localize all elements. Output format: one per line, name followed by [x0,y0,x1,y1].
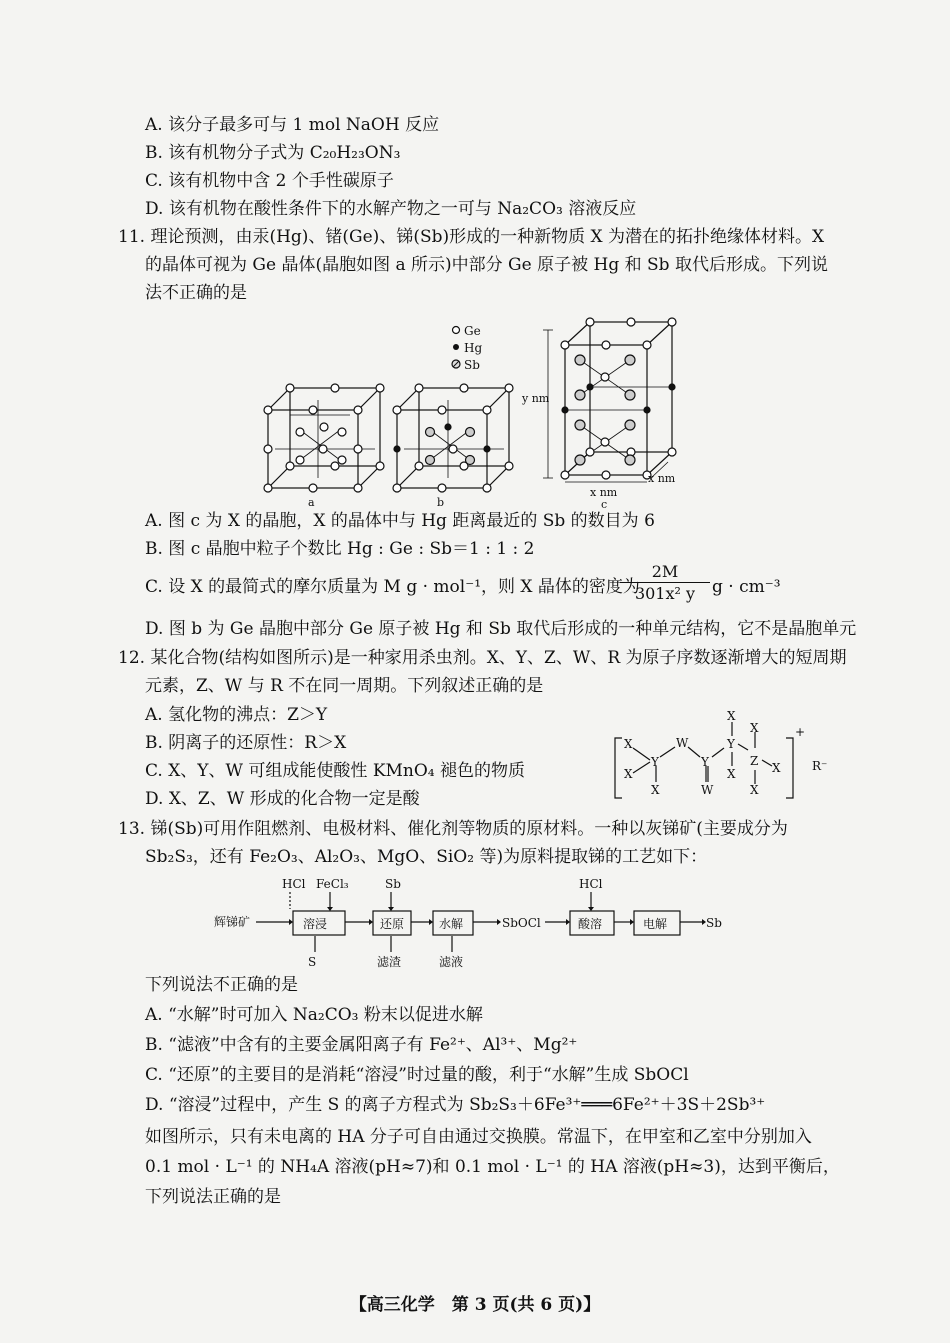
atom-x1: X [624,737,633,751]
label-x1: x nm [590,486,618,499]
flow-reagent-fecl3: FeCl₃ [316,877,349,891]
flow-box-reduce: 还原 [380,917,405,931]
q11-option-a: A. 图 c 为 X 的晶胞，X 的晶体中与 Hg 距离最近的 Sb 的数目为 6 [145,511,655,531]
q10-option-c: C. 该有机物中含 2 个手性碳原子 [145,171,394,191]
q10-option-d: D. 该有机物在酸性条件下的水解产物之一可与 Na₂CO₃ 溶液反应 [145,199,637,219]
page-footer: 【高三化学 第 3 页(共 6 页)】 [349,1295,601,1315]
q13-stem-line2: Sb₂S₃，还有 Fe₂O₃、Al₂O₃、MgO、SiO₂ 等)为原料提取锑的工艺如下： [145,847,708,867]
fraction-denominator: 301x² y [634,584,696,603]
flow-box-hydrolysis: 水解 [439,917,464,931]
q11-stem-line3: 法不正确的是 [145,283,247,303]
q13-option-c: C. “还原”的主要目的是消耗“溶浸”时过量的酸，利于“水解”生成 SbOCl [145,1065,689,1085]
q14-line3: 下列说法正确的是 [145,1187,281,1207]
label-a: a [308,496,315,509]
q10-option-a: A. 该分子最多可与 1 mol NaOH 反应 [145,115,440,135]
q13-option-b: B. “滤液”中含有的主要金属阳离子有 Fe²⁺、Al³⁺、Mg²⁺ [145,1035,578,1055]
q12-option-a: A. 氢化物的沸点：Z＞Y [145,705,328,725]
flow-product-sb: Sb [706,916,722,930]
legend-hg: Hg [464,341,483,355]
q12-stem-line2: 元素，Z、W 与 R 不在同一周期。下列叙述正确的是 [145,676,544,696]
anion-r: R⁻ [812,759,828,773]
label-y: y nm [522,392,550,405]
atom-w1: W [676,736,689,750]
flow-box-dissolve: 溶浸 [303,917,328,931]
atom-x7: X [772,761,781,775]
atom-y2: Y [701,755,709,769]
q11-option-b: B. 图 c 晶胞中粒子个数比 Hg : Ge : Sb＝1 : 1 : 2 [145,539,535,559]
legend-ge: Ge [464,324,481,338]
q13-question: 下列说法不正确的是 [145,975,298,995]
label-b: b [437,496,445,509]
flow-raw: 辉锑矿 [214,915,251,929]
flow-box-electrolysis: 电解 [643,917,668,931]
q12-stem-line1: 12. 某化合物(结构如图所示)是一种家用杀虫剂。X、Y、Z、W、R 为原子序数逐渐增大的短周期 [118,648,847,668]
q10-option-b: B. 该有机物分子式为 C₂₀H₂₃ON₃ [145,143,401,163]
atom-y3: Y [727,737,735,751]
label-x2: x nm [648,472,676,485]
q13-stem-line1: 13. 锑(Sb)可用作阻燃剂、电极材料、催化剂等物质的原材料。一种以灰锑矿(主要成分为 [118,819,788,839]
charge-plus: + [795,725,806,739]
legend-sb: Sb [464,358,480,372]
flow-out-filtrate: 滤液 [439,955,464,969]
q11-option-d: D. 图 b 为 Ge 晶胞中部分 Ge 原子被 Hg 和 Sb 取代后形成的一种单元结构，它不是晶胞单元 [145,619,857,639]
flow-reagent-sb: Sb [385,877,401,891]
flow-out-s: S [308,955,317,969]
q12-option-b: B. 阴离子的还原性：R＞X [145,733,347,753]
atom-x2: X [624,767,633,781]
atom-x6: X [750,721,759,735]
q13-option-a: A. “水解”时可加入 Na₂CO₃ 粉末以促进水解 [145,1005,483,1025]
atom-x3: X [651,783,660,797]
q13-option-d: D. “溶浸”过程中，产生 S 的离子方程式为 Sb₂S₃＋6Fe³⁺═══6Fe²⁺＋3S＋2Sb³⁺ [145,1095,766,1115]
atom-y1: Y [651,755,659,769]
q11-stem-line2: 的晶体可视为 Ge 晶体(晶胞如图 a 所示)中部分 Ge 原子被 Hg 和 Sb 取代后形成。下列说 [145,255,828,275]
flow-out-residue: 滤渣 [377,955,402,969]
atom-x8: X [750,783,759,797]
atom-x5: X [727,767,736,781]
atom-x4: X [727,709,736,723]
flow-reagent-hcl: HCl [282,877,306,891]
q11-option-c-unit: g · cm⁻³ [712,577,781,597]
q11-option-c-prefix: C. 设 X 的最简式的摩尔质量为 M g · mol⁻¹，则 X 晶体的密度为 [145,577,640,597]
atom-z: Z [750,754,759,768]
q14-line2: 0.1 mol · L⁻¹ 的 NH₄A 溶液(pH≈7)和 0.1 mol · L⁻¹ 的 HA 溶液(pH≈3)，达到平衡后， [145,1157,840,1177]
q11-stem-line1: 11. 理论预测，由汞(Hg)、锗(Ge)、锑(Sb)形成的一种新物质 X 为潜在的拓扑绝缘体材料。X [118,227,825,247]
flow-box-acid: 酸溶 [578,917,603,931]
q14-line1: 如图所示，只有未电离的 HA 分子可自由通过交换膜。常温下，在甲室和乙室中分别加入 [145,1127,812,1147]
flow-reagent-hcl2: HCl [579,877,603,891]
label-c: c [601,498,608,511]
flow-sbocl: SbOCl [502,916,541,930]
q12-option-c: C. X、Y、W 可组成能使酸性 KMnO₄ 褪色的物质 [145,761,526,781]
fraction-numerator: 2M [620,562,710,583]
q12-option-d: D. X、Z、W 形成的化合物一定是酸 [145,789,420,809]
atom-w2: W [701,783,714,797]
